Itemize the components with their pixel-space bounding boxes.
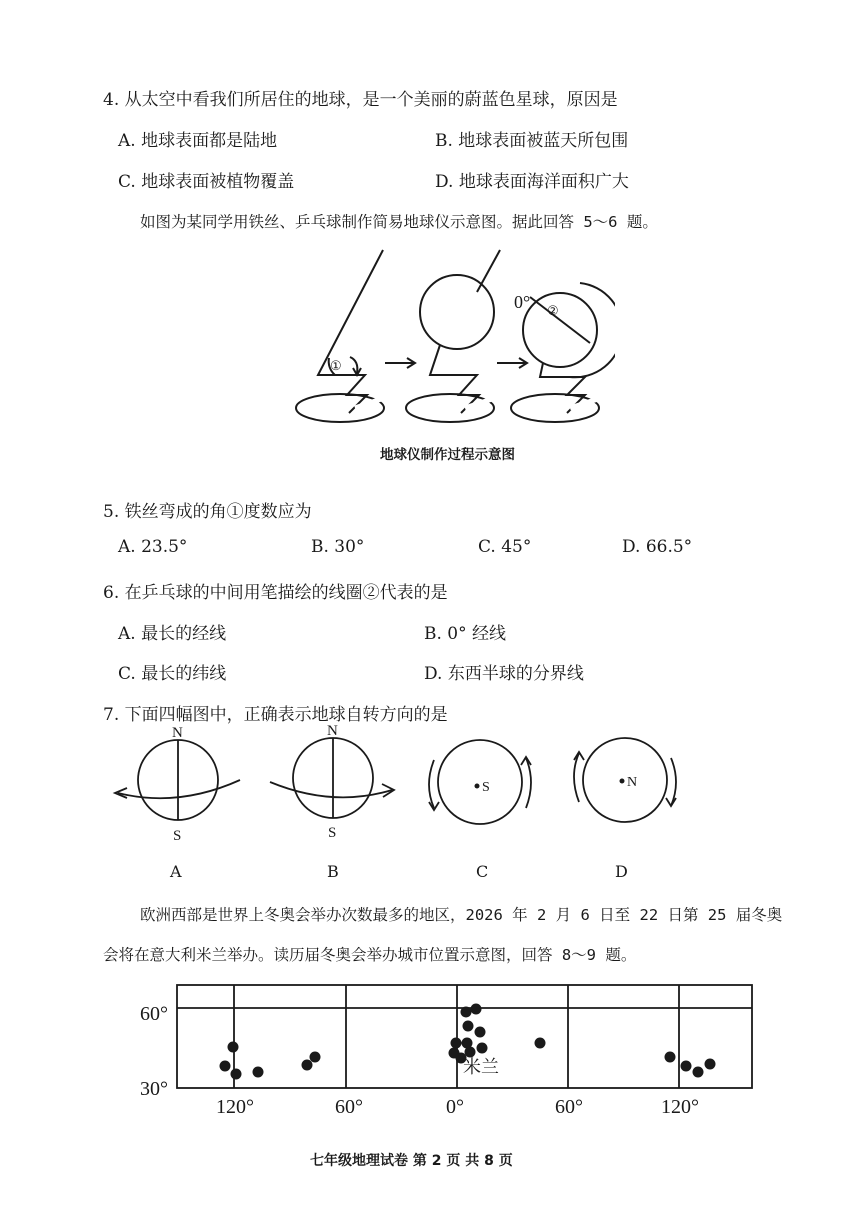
q6-stem: 6. 在乒乓球的中间用笔描绘的线圈②代表的是 [103, 583, 448, 603]
page-footer: 七年级地理试卷 第 2 页 共 8 页 [310, 1153, 513, 1169]
lat-label-30: 30° [140, 1078, 168, 1100]
rotation-diagrams [100, 720, 700, 845]
diagram-d-n: N [627, 775, 638, 790]
globe-making-figure [285, 245, 615, 430]
diagram-a-s: S [173, 828, 182, 844]
diagram-label-a: A [170, 862, 182, 881]
q5-stem: 5. 铁丝弯成的角①度数应为 [103, 502, 312, 522]
lon-label-60e: 60° [555, 1096, 583, 1118]
diagram-label-c: C [476, 862, 489, 881]
lat-label-60: 60° [140, 1003, 168, 1025]
lon-label-0: 0° [446, 1096, 464, 1118]
q4-option-c: C. 地球表面被植物覆盖 [118, 172, 295, 192]
intro-8-9-line1: 欧洲西部是世界上冬奥会举办次数最多的地区，2026 年 2 月 6 日至 22 日第 25 届冬奥 [140, 906, 783, 924]
olympic-host-cities-map [130, 980, 760, 1120]
diagram-b-n: N [327, 723, 338, 739]
q4-option-a: A. 地球表面都是陆地 [118, 131, 278, 151]
milan-label: 米兰 [463, 1057, 499, 1077]
q7-stem: 7. 下面四幅图中，正确表示地球自转方向的是 [103, 705, 448, 725]
diagram-a-n: N [172, 725, 183, 741]
lon-label-120w: 120° [216, 1096, 254, 1118]
q5-option-c: C. 45° [478, 537, 532, 557]
q5-option-b: B. 30° [311, 537, 365, 557]
figure-caption: 地球仪制作过程示意图 [380, 447, 515, 463]
diagram-b-s: S [328, 825, 337, 841]
q6-option-b: B. 0° 经线 [424, 624, 507, 644]
intro-8-9-line2: 会将在意大利米兰举办。读历届冬奥会举办城市位置示意图，回答 8～9 题。 [103, 946, 637, 964]
marker-2: ② [547, 303, 559, 318]
q6-option-a: A. 最长的经线 [118, 624, 227, 644]
diagram-label-d: D [615, 862, 628, 881]
intro-5-6: 如图为某同学用铁丝、乒乓球制作简易地球仪示意图。据此回答 5～6 题。 [140, 213, 658, 231]
q5-option-d: D. 66.5° [622, 537, 693, 557]
q4-option-b: B. 地球表面被蓝天所包围 [435, 131, 629, 151]
q6-option-d: D. 东西半球的分界线 [424, 664, 584, 684]
lon-label-120e: 120° [661, 1096, 699, 1118]
q6-option-c: C. 最长的纬线 [118, 664, 227, 684]
lon-label-60w: 60° [335, 1096, 363, 1118]
q4-option-d: D. 地球表面海洋面积广大 [435, 172, 629, 192]
marker-1: ① [330, 358, 342, 373]
diagram-label-b: B [327, 862, 339, 881]
diagram-c-s: S [482, 780, 490, 795]
q5-option-a: A. 23.5° [118, 537, 188, 557]
q4-stem: 4. 从太空中看我们所居住的地球，是一个美丽的蔚蓝色星球，原因是 [103, 90, 618, 110]
label-0-degree: 0° [514, 292, 531, 312]
